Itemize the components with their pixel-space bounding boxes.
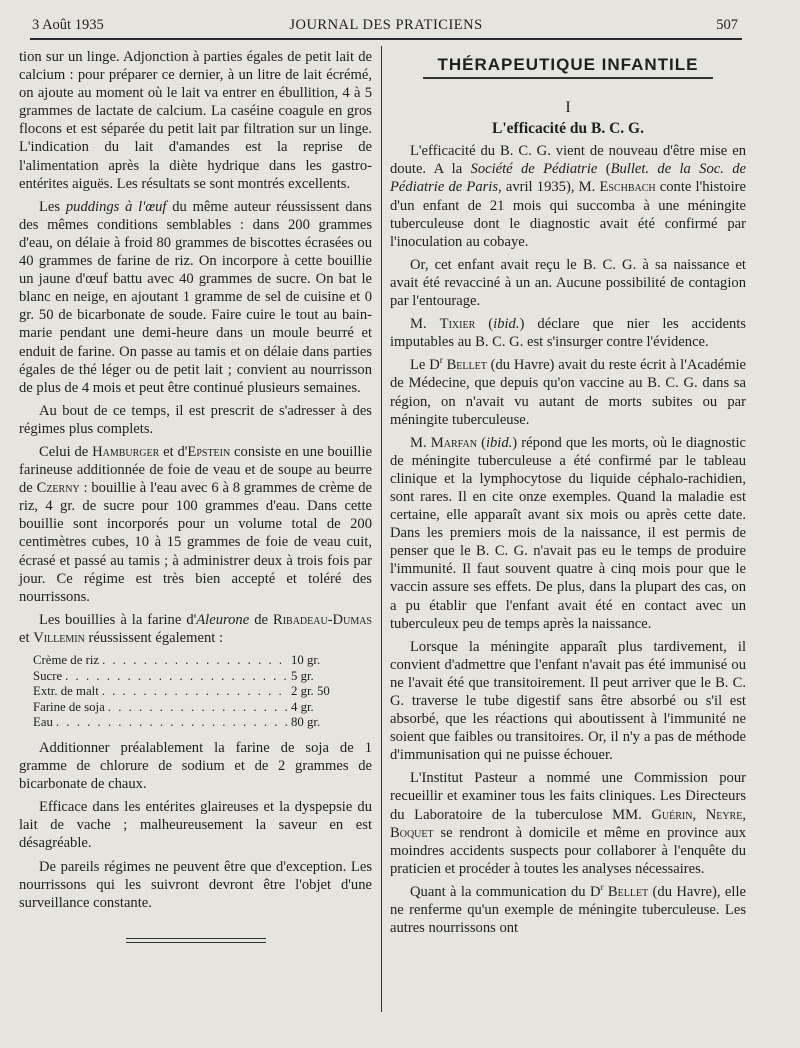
paragraph: tion sur un linge. Adjonction à parties égales de petit lait de calcium : pour préparer ce dernier, à un litre de lait écrémé, on ajoute au moment où le lait va entrer en ébullition, 4 à 5 grammes de lactate de calcium. La caséine coagule en gros flocons et est séparée du petit lait par filtration sur un linge. L'indication du lait d'amandes est la reprise de l'alimentation après la diète hydrique dans les gastro-entérites aiguës. Les résultats se sont montrés excellents.: [19, 49, 372, 192]
section-number: I: [565, 99, 571, 117]
column-divider: [381, 46, 382, 1012]
journal-title: JOURNAL DES PRATICIENS: [289, 17, 483, 33]
right-column: [390, 48, 746, 942]
section-title: THÉRAPEUTIQUE INFANTILE: [437, 55, 699, 74]
paragraph: Le $D^r$ Bellet (du Havre) avait du reste écrit à l'Académie de Médecine, que depuis qu'on vaccine au B. C. G. dans sa région, on n'avait vu autant de morts subites ou par méningite tuberculeuse.: [390, 355, 746, 428]
paragraph: Les puddings à l'œuf du même auteur réussissent dans des mêmes conditions semblables : dans 200 grammes d'eau, on délaie à froid 80 grammes de biscottes écrasées ou 40 grammes de farine de riz. On incorpore à cette bouillie un jaune d'œuf battu avec 40 grammes de sucre. On bat le blanc en neige, en ajoutant 1 gramme de sel de cuisine et 0 gr. 50 de bicarbonate de soude. Faire cuire le tout au bain-marie pendant une demi-heure dans un moule beurré et enduit de farine. On passe au tamis et on délaie dans parties égales de thé léger ou de petit lait ; convient au nourrisson de plus de 4 mois et peut être continué plusieurs semaines.: [19, 198, 372, 396]
page-number: 507: [716, 17, 738, 33]
paragraph: Or, cet enfant avait reçu le B. C. G. à sa naissance et avait été revacciné à un an. Aucune possibilité de contagion par l'entourage.: [390, 256, 746, 310]
paragraph: Additionner préalablement la farine de soja de 1 gramme de chlorure de sodium et de 2 grammes de bicarbonate de chaux.: [19, 739, 372, 793]
page-header: [30, 14, 742, 40]
recipe-row: Crème de riz . . . 10 gr.: [33, 653, 351, 669]
paragraph: Quant à la communication du $D^r$ Bellet (du Havre), elle ne renferme qu'un exemple de méningite tuberculeuse. Les autres nourrissons ont: [390, 882, 746, 937]
paragraph: Au bout de ce temps, il est prescrit de s'adresser à des régimes plus complets.: [19, 402, 372, 437]
recipe-row: Extr. de malt . . . 2 gr. 50: [33, 684, 351, 700]
article-title: L'efficacité du B. C. G.: [492, 120, 644, 138]
paragraph: L'efficacité du B. C. G. vient de nouveau d'être mise en doute. A la Société de Pédiatrie (Bullet. de la Soc. de Pédiatrie de Paris, avril 1935), M. Eschbach conte l'histoire d'un enfant de 21 mois qui succomba à une méningite tuberculeuse dont le diagnostic avait été confirmé par l'inoculation au cobaye.: [390, 143, 747, 250]
recipe-row: Eau . . . 80 gr.: [33, 715, 351, 731]
title-rule: [423, 77, 713, 79]
issue-date: 3 Août 1935: [32, 17, 104, 33]
end-rule: [126, 938, 266, 943]
paragraph: De pareils régimes ne peuvent être que d'exception. Les nourrissons qui les suivront devront être l'objet d'une surveillance constante.: [19, 858, 372, 911]
paragraph: M. Marfan (ibid.) répond que les morts, où le diagnostic de méningite tuberculeuse a été confirmé par le tableau clinique et la lymphocytose du liquide céphalo-rachidien, sont rares. Il en cite onze exemples. Quand la maladie est certaine, elle apparaît avant six mois ou après cette date. Dans les premiers mois de la naissance, il est permis de penser que le B. C. G. n'avait pas eu le temps de produire l'immunité. Il faut souvent quatre à cinq mois pour que le vaccin assure ses effets. De plus, dans la plupart des cas, on a pu établir que l'enfant avait été en contact avec un tuberculeux peu de temps après la naissance.: [390, 434, 746, 632]
paragraph: Celui de Hamburger et d'Epstein consiste en une bouillie farineuse additionnée de foie de veau et de soupe au beurre de Czerny : bouillie à l'eau avec 6 à 8 grammes de crème de riz, 4 gr. de sucre pour 100 grammes d'eau. Dans cette bouillie sont incorporés pour un volume total de 200 centimètres cubes, 10 à 15 grammes de foie de veau cuit, écrasé et passé au tamis ; à administrer deux à trois fois par jour. Ce régime est très bien accepté et toléré des nourrissons.: [19, 443, 372, 605]
recipe-row: Farine de soja . . . 4 gr.: [33, 700, 351, 716]
paragraph: Efficace dans les entérites glaireuses et la dyspepsie du lait de vache ; malheureusement la saveur en est désagréable.: [19, 799, 372, 852]
paragraph: Les bouillies à la farine d'Aleurone de Ribadeau-Dumas et Villemin réussissent également :: [19, 611, 372, 646]
paragraph: Lorsque la méningite apparaît plus tardivement, il convient d'admettre que l'enfant n'avait pas été immunisé ou ne l'avait été que transitoirement. Il peut arriver que le B. C. G. traverse le tube digestif sans être absorbé ou s'il est absorbé, que les réactions qui aboutissent à l'immunité ne soient que faibles ou transitoires. Or, il n'y a pas de méthode d'immunisation qui ne puisse échouer.: [390, 638, 746, 764]
recipe-row: Sucre . . . 5 gr.: [33, 669, 351, 685]
left-column: [19, 48, 372, 943]
paragraph: M. Tixier (ibid.) déclare que nier les accidents imputables au B. C. G. est s'insurger contre l'évidence.: [390, 316, 746, 351]
paragraph: L'Institut Pasteur a nommé une Commission pour recueillir et examiner tous les faits cliniques. Les Directeurs du Laboratoire de la tuberculose MM. Guérin, Neyre, Boquet se rendront à domicile et même en province aux moindres accidents suspects pour collaborer à l'enquête du praticien et procéder à toutes les analyses nécessaires.: [390, 770, 746, 877]
recipe-table: [33, 653, 351, 731]
